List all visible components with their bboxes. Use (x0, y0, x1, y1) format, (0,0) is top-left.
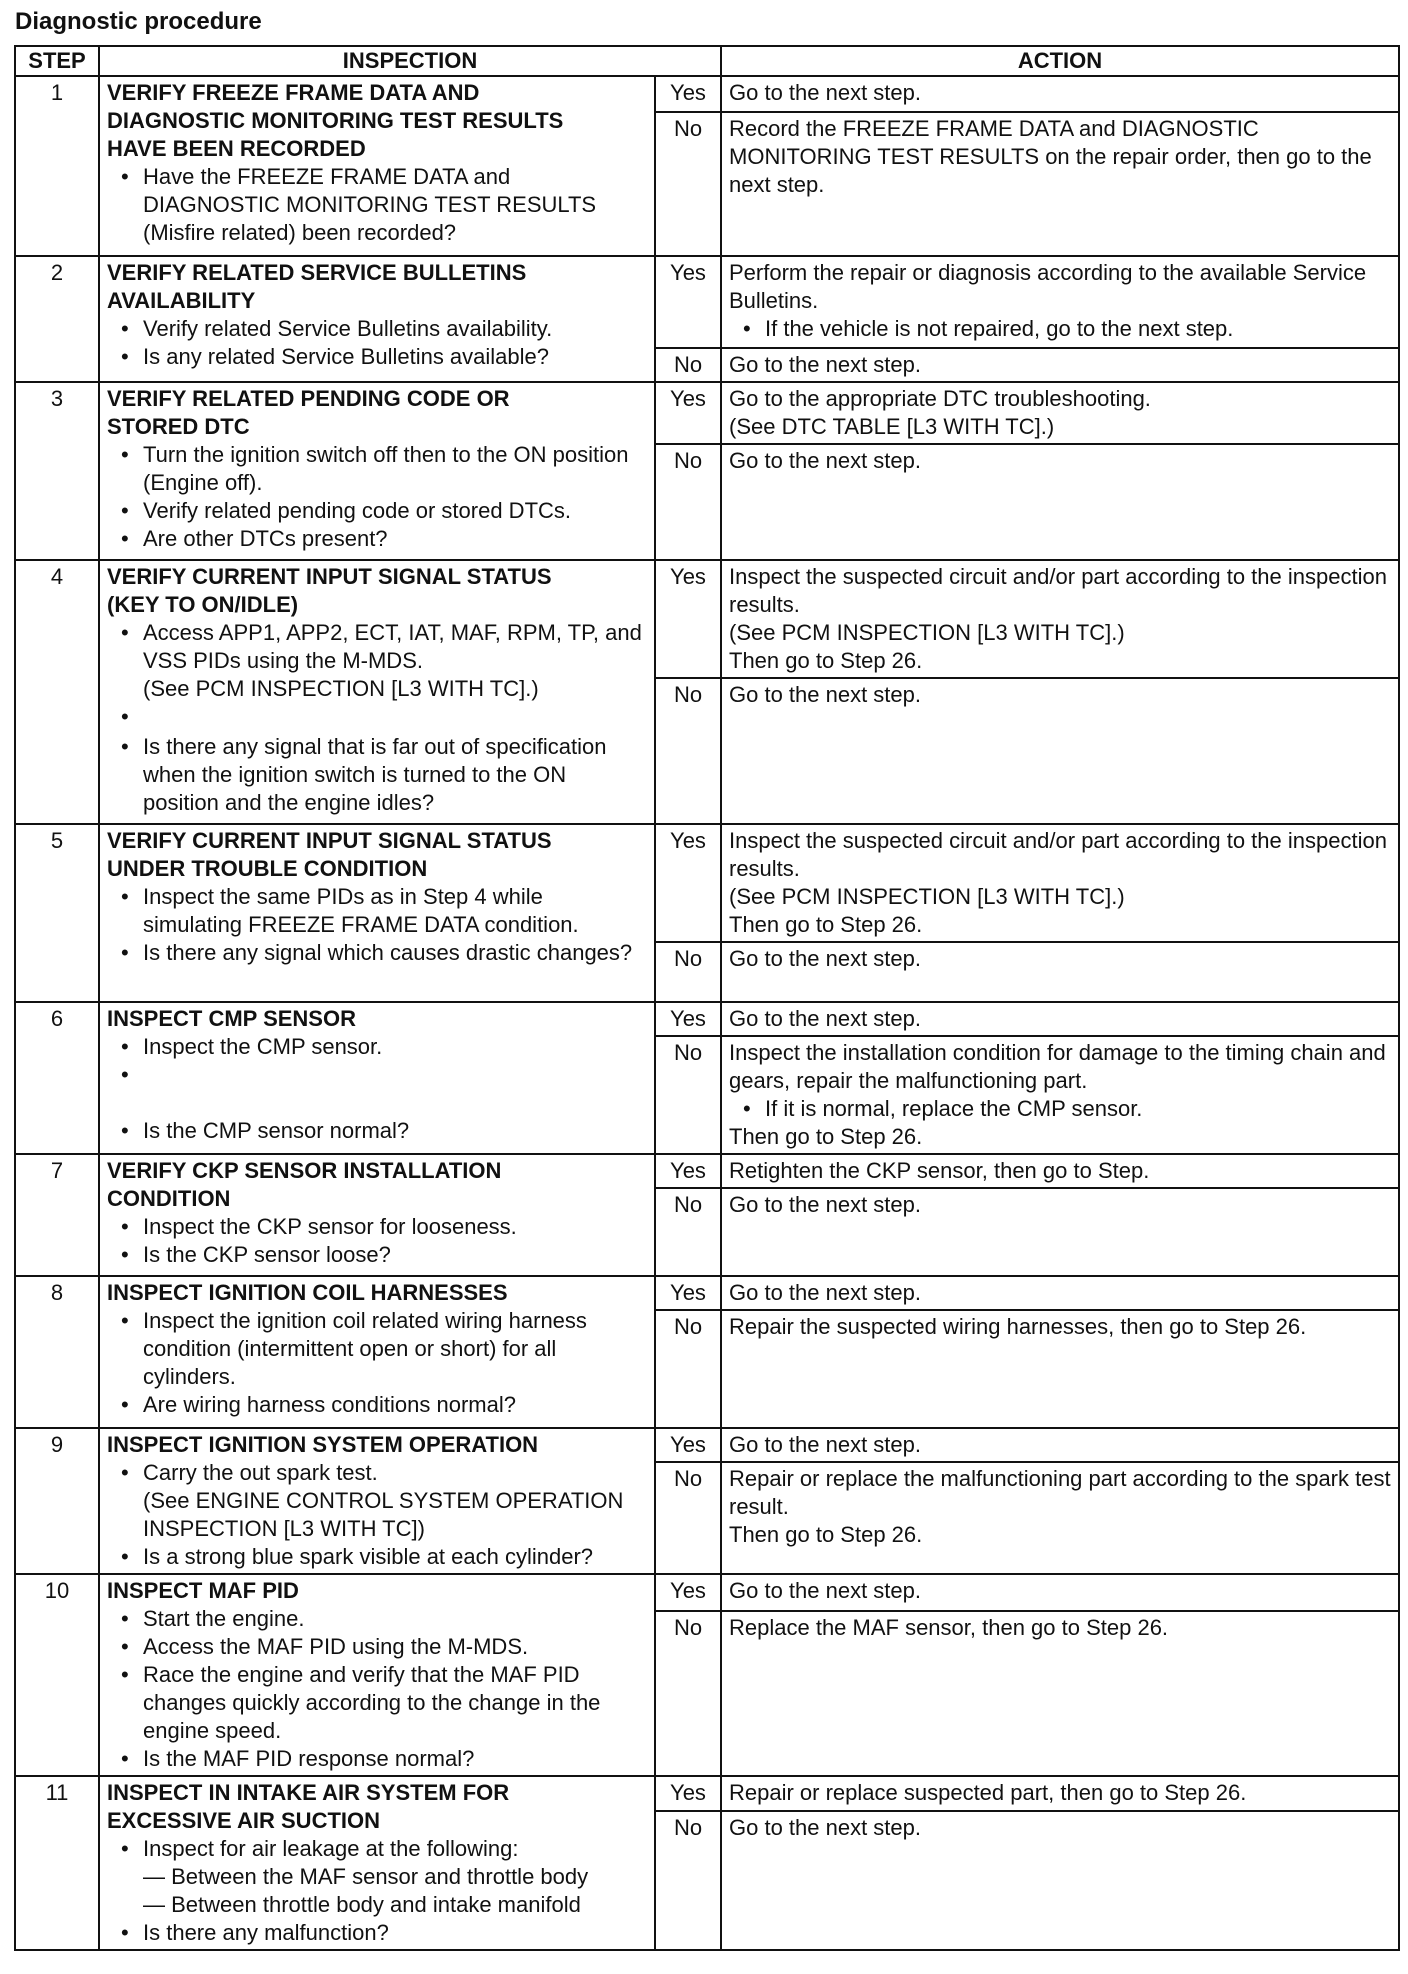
step-inspection (99, 824, 655, 1002)
header-step: STEP (15, 46, 99, 76)
step-number: 11 (15, 1776, 99, 1950)
step-4-yes-row (15, 560, 1399, 678)
no-action: Go to the next step. (721, 1811, 1399, 1950)
yes-label: Yes (655, 256, 721, 348)
bullet-text: Inspect for air leakage at the following: (143, 1836, 519, 1861)
title-line: INSPECT CMP SENSOR (107, 1006, 356, 1031)
dash-item: — Between the MAF sensor and throttle body (143, 1864, 589, 1889)
step-inspection (99, 560, 655, 824)
inspection-bullet: • Is the CKP sensor loose? (143, 1241, 647, 1269)
step-8-yes-row (15, 1276, 1399, 1310)
no-label: No (655, 1310, 721, 1428)
yes-action (721, 824, 1399, 942)
title-line: INSPECT IGNITION COIL HARNESSES (107, 1280, 508, 1305)
inspection-bullet: • Verify related Service Bulletins availability. (143, 315, 647, 343)
no-action: Go to the next step. (721, 348, 1399, 382)
bullet-text: Carry the out spark test. (143, 1460, 378, 1485)
action-bullet: • If the vehicle is not repaired, go to the next step. (765, 315, 1391, 343)
action-next: Then go to Step 26. (729, 648, 923, 673)
inspection-bullet: • Is there any signal which causes drastic changes? (143, 939, 647, 967)
inspection-bullet: • Inspect the CMP sensor. (143, 1033, 647, 1061)
no-action: Go to the next step. (721, 444, 1399, 560)
step-number: 1 (15, 76, 99, 256)
title-line: VERIFY RELATED SERVICE BULLETINS (107, 260, 527, 285)
step-title (107, 827, 647, 883)
title-line: HAVE BEEN RECORDED (107, 136, 366, 161)
inspection-bullet: • Inspect the ignition coil related wiring harness condition (intermittent open or short) for all cylinders. (143, 1307, 647, 1391)
no-action (721, 1462, 1399, 1574)
inspection-bullet: • Verify related pending code or stored DTCs. (143, 497, 647, 525)
step-number: 8 (15, 1276, 99, 1428)
step-7-yes-row (15, 1154, 1399, 1188)
yes-label: Yes (655, 1276, 721, 1310)
step-6-yes-row (15, 1002, 1399, 1036)
inspection-bullet: • Start the engine. (143, 1605, 647, 1633)
title-line: VERIFY FREEZE FRAME DATA AND (107, 80, 480, 105)
step-9-yes-row (15, 1428, 1399, 1462)
spacer (143, 703, 647, 733)
header-row (15, 46, 1399, 76)
inspection-bullet: • Is a strong blue spark visible at each cylinder? (143, 1543, 647, 1571)
bullet-reference: (See ENGINE CONTROL SYSTEM OPERATION INSPECTION [L3 WITH TC]) (143, 1488, 624, 1541)
no-label: No (655, 942, 721, 1002)
step-title (107, 1157, 647, 1213)
title-line: DIAGNOSTIC MONITORING TEST RESULTS (107, 108, 564, 133)
step-title (107, 1431, 647, 1459)
step-number: 3 (15, 382, 99, 560)
title-line: VERIFY CURRENT INPUT SIGNAL STATUS (107, 828, 552, 853)
action-next: Then go to Step 26. (729, 1124, 923, 1149)
step-title (107, 259, 647, 315)
step-title (107, 1005, 647, 1033)
step-inspection (99, 1776, 655, 1950)
yes-label: Yes (655, 1574, 721, 1611)
no-label: No (655, 1036, 721, 1154)
step-inspection (99, 1574, 655, 1776)
yes-label: Yes (655, 1002, 721, 1036)
title-line: (KEY TO ON/IDLE) (107, 592, 299, 617)
step-number: 6 (15, 1002, 99, 1154)
bullet-text: Access APP1, APP2, ECT, IAT, MAF, RPM, TP, and VSS PIDs using the M-MDS. (143, 620, 642, 673)
inspection-bullet: • Turn the ignition switch off then to the ON position (Engine off). (143, 441, 647, 497)
no-label: No (655, 678, 721, 824)
inspection-bullet: • Have the FREEZE FRAME DATA and DIAGNOSTIC MONITORING TEST RESULTS (Misfire related) been recorded? (143, 163, 647, 247)
no-label: No (655, 1188, 721, 1276)
step-inspection (99, 1428, 655, 1574)
inspection-bullet (143, 1459, 647, 1543)
title-line: AVAILABILITY (107, 288, 256, 313)
yes-label: Yes (655, 76, 721, 112)
yes-label: Yes (655, 824, 721, 942)
no-label: No (655, 1462, 721, 1574)
yes-action (721, 560, 1399, 678)
step-number: 7 (15, 1154, 99, 1276)
yes-action: Go to the next step. (721, 76, 1399, 112)
no-action: Record the FREEZE FRAME DATA and DIAGNOSTIC MONITORING TEST RESULTS on the repair order, then go to the next step. (721, 112, 1399, 256)
spacer (143, 1061, 647, 1117)
no-label: No (655, 348, 721, 382)
step-title (107, 79, 647, 163)
inspection-bullet: • Is the CMP sensor normal? (143, 1117, 647, 1145)
action-text: Inspect the installation condition for damage to the timing chain and gears, repair the malfunctioning part. (729, 1040, 1386, 1093)
step-title (107, 1577, 647, 1605)
step-inspection (99, 1154, 655, 1276)
step-number: 10 (15, 1574, 99, 1776)
inspection-bullet: • Inspect the CKP sensor for looseness. (143, 1213, 647, 1241)
step-inspection (99, 1002, 655, 1154)
action-text: Inspect the suspected circuit and/or part according to the inspection results. (729, 828, 1387, 881)
yes-action: Go to the next step. (721, 1574, 1399, 1611)
step-number: 9 (15, 1428, 99, 1574)
title-line: VERIFY CURRENT INPUT SIGNAL STATUS (107, 564, 552, 589)
action-text: Inspect the suspected circuit and/or part according to the inspection results. (729, 564, 1387, 617)
action-reference: (See PCM INSPECTION [L3 WITH TC].) (729, 620, 1125, 645)
step-inspection (99, 256, 655, 382)
yes-action: Retighten the CKP sensor, then go to Step. (721, 1154, 1399, 1188)
no-label: No (655, 1611, 721, 1776)
page-title: Diagnostic procedure (15, 8, 262, 35)
step-inspection (99, 1276, 655, 1428)
step-3-yes-row (15, 382, 1399, 444)
no-action: Repair the suspected wiring harnesses, then go to Step 26. (721, 1310, 1399, 1428)
title-line: EXCESSIVE AIR SUCTION (107, 1808, 381, 1833)
step-inspection (99, 76, 655, 256)
step-title (107, 563, 647, 619)
inspection-bullet (143, 619, 647, 703)
header-inspection: INSPECTION (99, 46, 721, 76)
step-1-yes-row (15, 76, 1399, 112)
title-line: INSPECT MAF PID (107, 1578, 299, 1603)
no-action (721, 1036, 1399, 1154)
diagnostic-table (14, 45, 1400, 1951)
inspection-bullet: • Is there any signal that is far out of specification when the ignition switch is turned to the ON position and the engine idles? (143, 733, 647, 817)
yes-label: Yes (655, 1428, 721, 1462)
inspection-bullet: • Is there any malfunction? (143, 1919, 647, 1947)
step-2-yes-row (15, 256, 1399, 348)
inspection-bullet: • Are wiring harness conditions normal? (143, 1391, 647, 1419)
action-reference: (See PCM INSPECTION [L3 WITH TC].) (729, 884, 1125, 909)
step-number: 2 (15, 256, 99, 382)
yes-action: Go to the next step. (721, 1002, 1399, 1036)
inspection-bullet (143, 1835, 647, 1919)
action-reference: (See DTC TABLE [L3 WITH TC].) (729, 414, 1055, 439)
step-inspection (99, 382, 655, 560)
inspection-bullet: • Is the MAF PID response normal? (143, 1745, 647, 1773)
action-next: Then go to Step 26. (729, 1522, 923, 1547)
yes-label: Yes (655, 1154, 721, 1188)
step-number: 4 (15, 560, 99, 824)
title-line: CONDITION (107, 1186, 231, 1211)
step-11-yes-row (15, 1776, 1399, 1811)
no-action: Replace the MAF sensor, then go to Step 26. (721, 1611, 1399, 1776)
yes-action: Go to the next step. (721, 1428, 1399, 1462)
title-line: VERIFY RELATED PENDING CODE OR (107, 386, 510, 411)
yes-label: Yes (655, 1776, 721, 1811)
no-label: No (655, 1811, 721, 1950)
step-title (107, 385, 647, 441)
no-label: No (655, 112, 721, 256)
yes-action: Repair or replace suspected part, then go to Step 26. (721, 1776, 1399, 1811)
action-text: Repair or replace the malfunctioning part according to the spark test result. (729, 1466, 1391, 1519)
header-action: ACTION (721, 46, 1399, 76)
no-action: Go to the next step. (721, 942, 1399, 1002)
yes-label: Yes (655, 382, 721, 444)
step-5-yes-row (15, 824, 1399, 942)
no-action: Go to the next step. (721, 678, 1399, 824)
title-line: UNDER TROUBLE CONDITION (107, 856, 428, 881)
inspection-bullet: • Access the MAF PID using the M-MDS. (143, 1633, 647, 1661)
inspection-bullet: • Is any related Service Bulletins available? (143, 343, 647, 371)
inspection-bullet: • Race the engine and verify that the MAF PID changes quickly according to the change in the engine speed. (143, 1661, 647, 1745)
no-action: Go to the next step. (721, 1188, 1399, 1276)
inspection-bullet: • Are other DTCs present? (143, 525, 647, 553)
title-line: INSPECT IGNITION SYSTEM OPERATION (107, 1432, 539, 1457)
yes-action: Go to the next step. (721, 1276, 1399, 1310)
no-label: No (655, 444, 721, 560)
yes-label: Yes (655, 560, 721, 678)
dash-item: — Between throttle body and intake manifold (143, 1892, 581, 1917)
action-bullet: • If it is normal, replace the CMP sensor. (765, 1095, 1391, 1123)
action-next: Then go to Step 26. (729, 912, 923, 937)
step-10-yes-row (15, 1574, 1399, 1611)
bullet-reference: (See PCM INSPECTION [L3 WITH TC].) (143, 676, 539, 701)
step-title (107, 1279, 647, 1307)
action-text: Perform the repair or diagnosis according to the available Service Bulletins. (729, 260, 1367, 313)
title-line: STORED DTC (107, 414, 250, 439)
step-number: 5 (15, 824, 99, 1002)
yes-action (721, 256, 1399, 348)
yes-action (721, 382, 1399, 444)
action-text: Go to the appropriate DTC troubleshooting. (729, 386, 1151, 411)
step-title (107, 1779, 647, 1835)
inspection-bullet: • Inspect the same PIDs as in Step 4 while simulating FREEZE FRAME DATA condition. (143, 883, 647, 939)
title-line: INSPECT IN INTAKE AIR SYSTEM FOR (107, 1780, 510, 1805)
title-line: VERIFY CKP SENSOR INSTALLATION (107, 1158, 502, 1183)
